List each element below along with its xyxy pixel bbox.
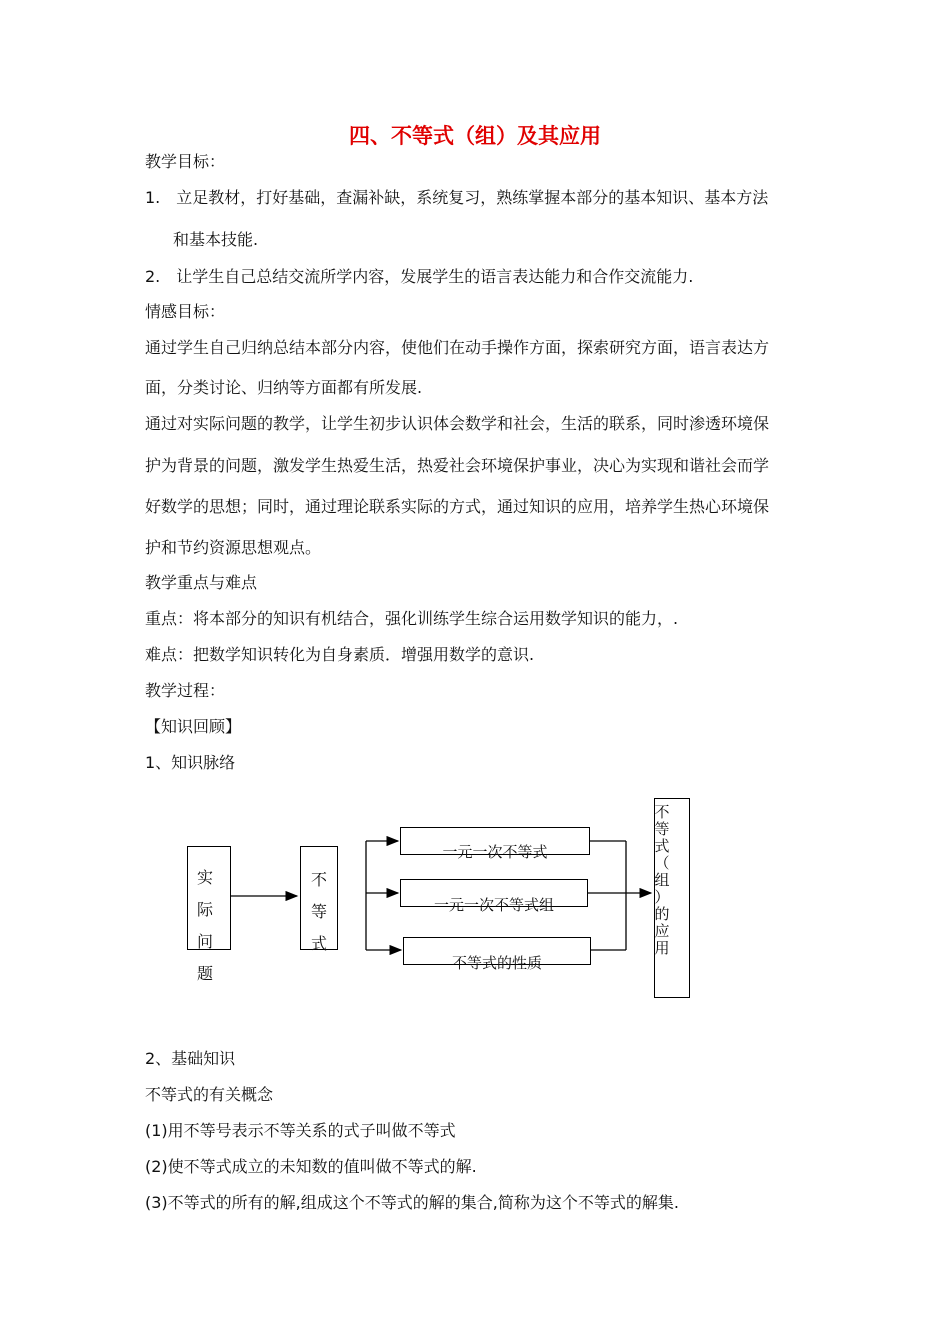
box-app-char-7: 的 (654, 905, 670, 923)
box-app-char-5: 组 (654, 871, 670, 889)
section-1-heading: 1、知识脉络 (145, 753, 236, 772)
emotion-p2-line-4: 护和节约资源思想观点。 (145, 538, 322, 557)
box-app-char-4: （ (654, 854, 670, 872)
box-app-char-2: 等 (654, 820, 670, 838)
goal-2: 2. 让学生自己总结交流所学内容，发展学生的语言表达能力和合作交流能力. (145, 267, 694, 286)
box-app-char-1: 不 (654, 803, 670, 821)
page-title: 四、不等式（组）及其应用 (349, 124, 601, 148)
concept-1: (1)用不等号表示不等关系的式子叫做不等式 (145, 1121, 456, 1140)
key-heading: 教学重点与难点 (145, 573, 258, 592)
box-linear-inequality-label: 一元一次不等式 (442, 843, 548, 861)
section-2-heading: 2、基础知识 (145, 1049, 236, 1068)
emotion-p2-line-2: 护为背景的问题，激发学生热爱生活，热爱社会环境保护事业，决心为实现和谐社会而学 (145, 456, 770, 475)
box-app-char-6: ） (654, 888, 670, 906)
box-real-problem-text (195, 862, 215, 990)
difficult-point: 难点：把数学知识转化为自身素质．增强用数学的意识. (145, 645, 535, 664)
box-inequality-text (309, 864, 329, 960)
goal-1-line-1: 1. 立足教材，打好基础，查漏补缺，系统复习，熟练掌握本部分的基本知识、基本方法 (145, 188, 769, 207)
emotion-p1-line-1: 通过学生自己归纳总结本部分内容，使他们在动手操作方面，探索研究方面，语言表达方 (145, 338, 770, 357)
box-real-char-1: 实 (196, 868, 213, 887)
emotion-p2-line-3: 好数学的思想；同时，通过理论联系实际的方式，通过知识的应用，培养学生热心环境保 (145, 497, 770, 516)
goal-1-line-2: 和基本技能. (173, 230, 259, 249)
box-ineq-char-2: 等 (310, 902, 327, 921)
concept-3: (3)不等式的所有的解,组成这个不等式的解的集合,简称为这个不等式的解集. (145, 1193, 679, 1212)
goals-heading: 教学目标： (145, 152, 226, 171)
box-ineq-char-1: 不 (310, 870, 327, 889)
process-heading: 教学过程： (145, 681, 226, 700)
emotion-heading: 情感目标： (145, 302, 226, 321)
box-app-char-3: 式 (654, 837, 670, 855)
box-inequality-property-label: 不等式的性质 (451, 954, 542, 972)
concept-2: (2)使不等式成立的未知数的值叫做不等式的解. (145, 1157, 477, 1176)
box-app-char-8: 应 (654, 922, 670, 940)
box-ineq-char-3: 式 (310, 934, 327, 953)
box-real-char-4: 题 (196, 964, 213, 983)
box-app-char-9: 用 (654, 939, 670, 957)
emotion-p1-line-2: 面，分类讨论、归纳等方面都有所发展. (145, 378, 423, 397)
box-application-text (652, 804, 672, 957)
box-real-char-3: 问 (196, 932, 213, 951)
box-inequality-system-label: 一元一次不等式组 (433, 896, 554, 914)
review-heading: 【知识回顾】 (145, 717, 242, 736)
box-real-char-2: 际 (196, 900, 213, 919)
emotion-p2-line-1: 通过对实际问题的教学，让学生初步认识体会数学和社会，生活的联系，同时渗透环境保 (145, 414, 770, 433)
key-point: 重点：将本部分的知识有机结合，强化训练学生综合运用数学知识的能力，. (145, 609, 679, 628)
concepts-heading: 不等式的有关概念 (145, 1085, 274, 1104)
